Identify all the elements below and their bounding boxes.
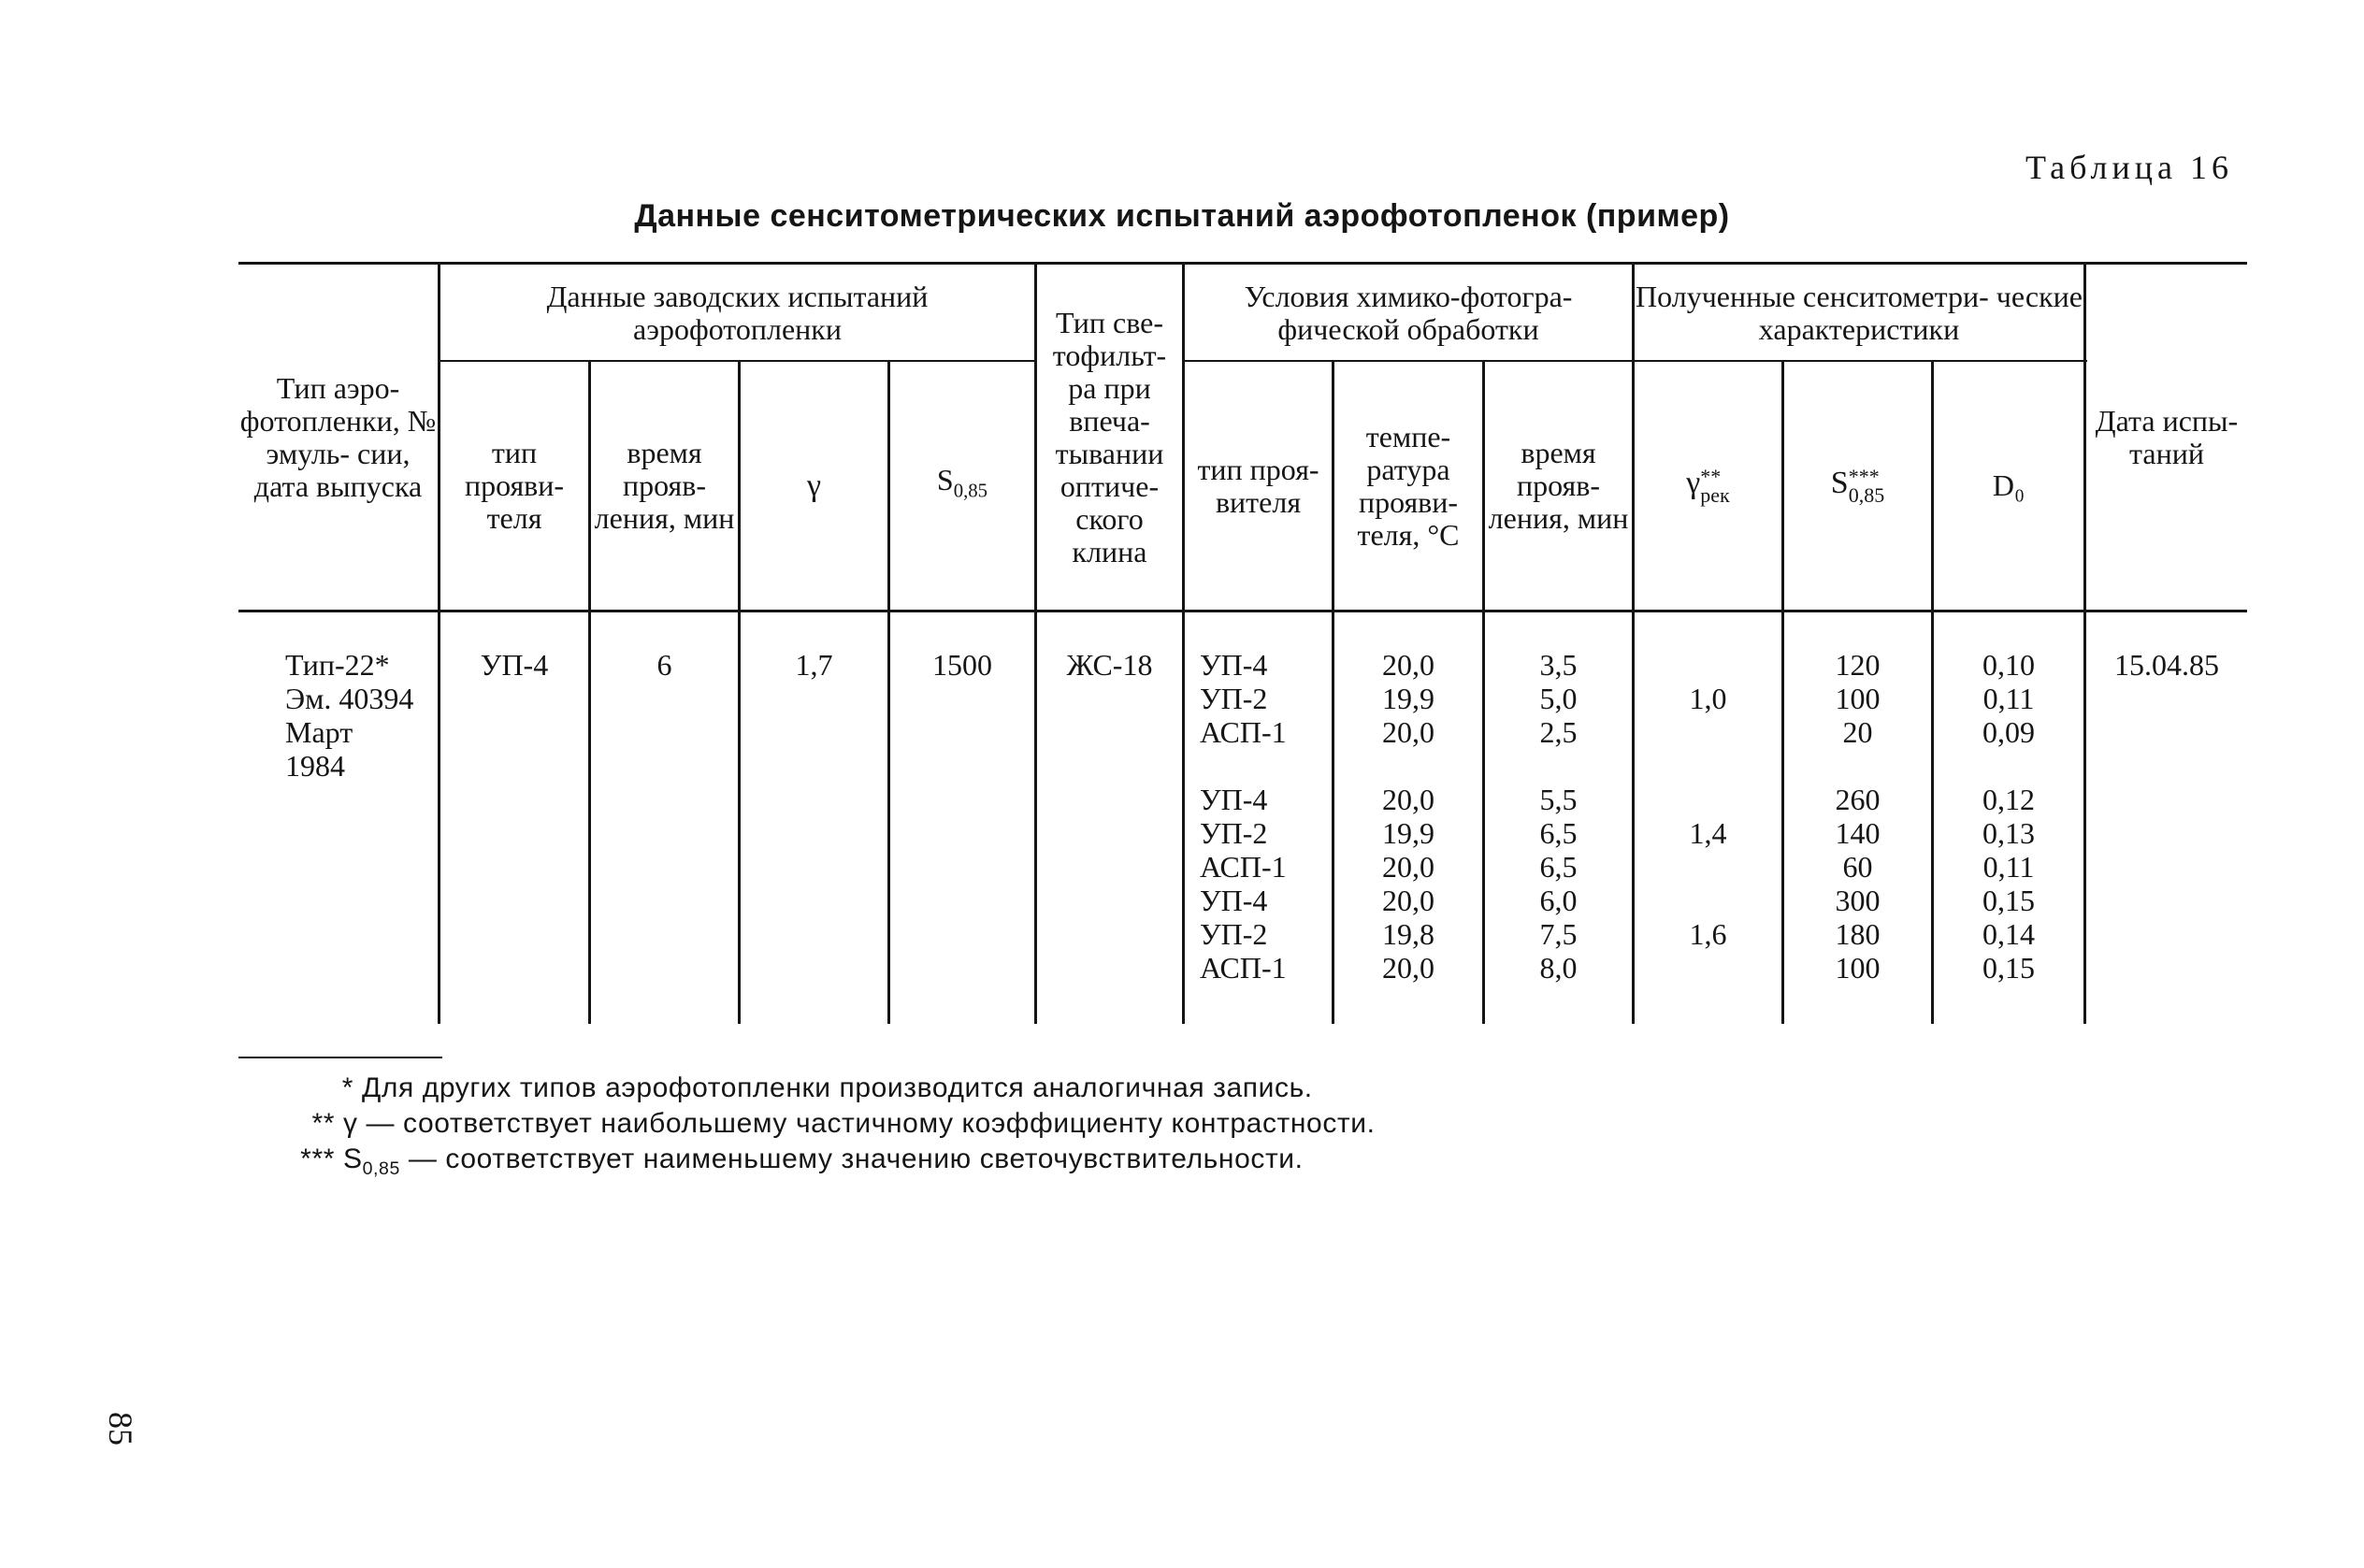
header-factory-dev-time: время прояв- ления, мин xyxy=(594,436,735,535)
header-light-filter: Тип све- тофильт- ра при впеча- тывании оптиче- ского клина xyxy=(1052,305,1167,568)
cell-result-s085: 120 100 20 260 140 60 300 180 100 xyxy=(1835,648,1881,985)
header-result-d0: D₀ xyxy=(1992,468,2025,502)
cell-factory-gamma: 1,7 xyxy=(795,648,833,682)
footnotes xyxy=(281,1071,1376,1187)
cell-factory-dev-time: 6 xyxy=(656,648,672,682)
header-proc-temperature: темпе- ратура прояви- теля, °С xyxy=(1357,419,1460,552)
cell-test-date: 15.04.85 xyxy=(2114,648,2219,682)
header-factory-dev-type: тип прояви- теля xyxy=(464,436,565,535)
cell-proc-dev-types: УП-4 УП-2 АСП-1 УП-4 УП-2 АСП-1 УП-4 УП-2 АСП-1 xyxy=(1200,648,1287,985)
header-test-date: Дата испы- таний xyxy=(2095,403,2239,470)
cell-proc-dev-times: 3,5 5,0 2,5 5,5 6,5 6,5 6,0 7,5 8,0 xyxy=(1539,648,1578,985)
cell-result-gammas: 1,0 1,4 1,6 xyxy=(1689,682,1727,951)
header-result-gamma-rec: γ ** рек xyxy=(1686,464,1730,507)
header-proc-dev-time: время прояв- ления, мин xyxy=(1488,436,1629,535)
header-factory-s085: $S_{0,85}$ xyxy=(936,463,988,502)
table-title: Данные сенситометрических испытаний аэрофотопленок (пример) xyxy=(634,198,1730,234)
top-rule xyxy=(238,262,2247,265)
cell-factory-dev-type: УП-4 xyxy=(480,648,549,682)
header-proc-dev-type: тип проя- вителя xyxy=(1197,452,1319,519)
header-result-s085: S *** 0,85 xyxy=(1830,464,1885,507)
cell-result-d0: 0,10 0,11 0,09 0,12 0,13 0,11 0,15 0,14 0,15 xyxy=(1982,648,2035,985)
header-results-group: Полученные сенситометри- ческие характеристики xyxy=(1636,280,2083,346)
page-number: 85 xyxy=(102,1412,139,1446)
table-number-label: Таблица 16 xyxy=(2025,149,2233,186)
header-factory-group: Данные заводских испытаний аэрофотопленки xyxy=(546,280,929,346)
header-bottom-rule xyxy=(238,610,2247,612)
header-factory-gamma: γ xyxy=(806,468,822,503)
footnote-rule xyxy=(238,1057,442,1058)
header-processing-group: Условия химико-фотогра- фической обработки xyxy=(1244,280,1573,346)
footnote-2: ** γ — соответствует наибольшему частичному коэффициенту контрастности. xyxy=(311,1108,1376,1139)
footnote-1: * Для других типов аэрофотопленки производится аналогичная запись. xyxy=(341,1072,1313,1103)
footnote-3: *** $S_{0,85}$ — соответствует наименьшему значению светочувствительности. xyxy=(300,1144,1304,1179)
header-film-type: Тип аэро- фотопленки, № эмуль- сии, дата выпуска xyxy=(239,370,437,503)
cell-film-info: Тип-22* Эм. 40394 Март 1984 xyxy=(285,648,414,783)
cell-light-filter: ЖС-18 xyxy=(1066,648,1153,682)
cell-proc-temperatures: 20,0 19,9 20,0 20,0 19,9 20,0 20,0 19,8 20,0 xyxy=(1382,648,1434,985)
cell-factory-s085: 1500 xyxy=(932,648,992,682)
